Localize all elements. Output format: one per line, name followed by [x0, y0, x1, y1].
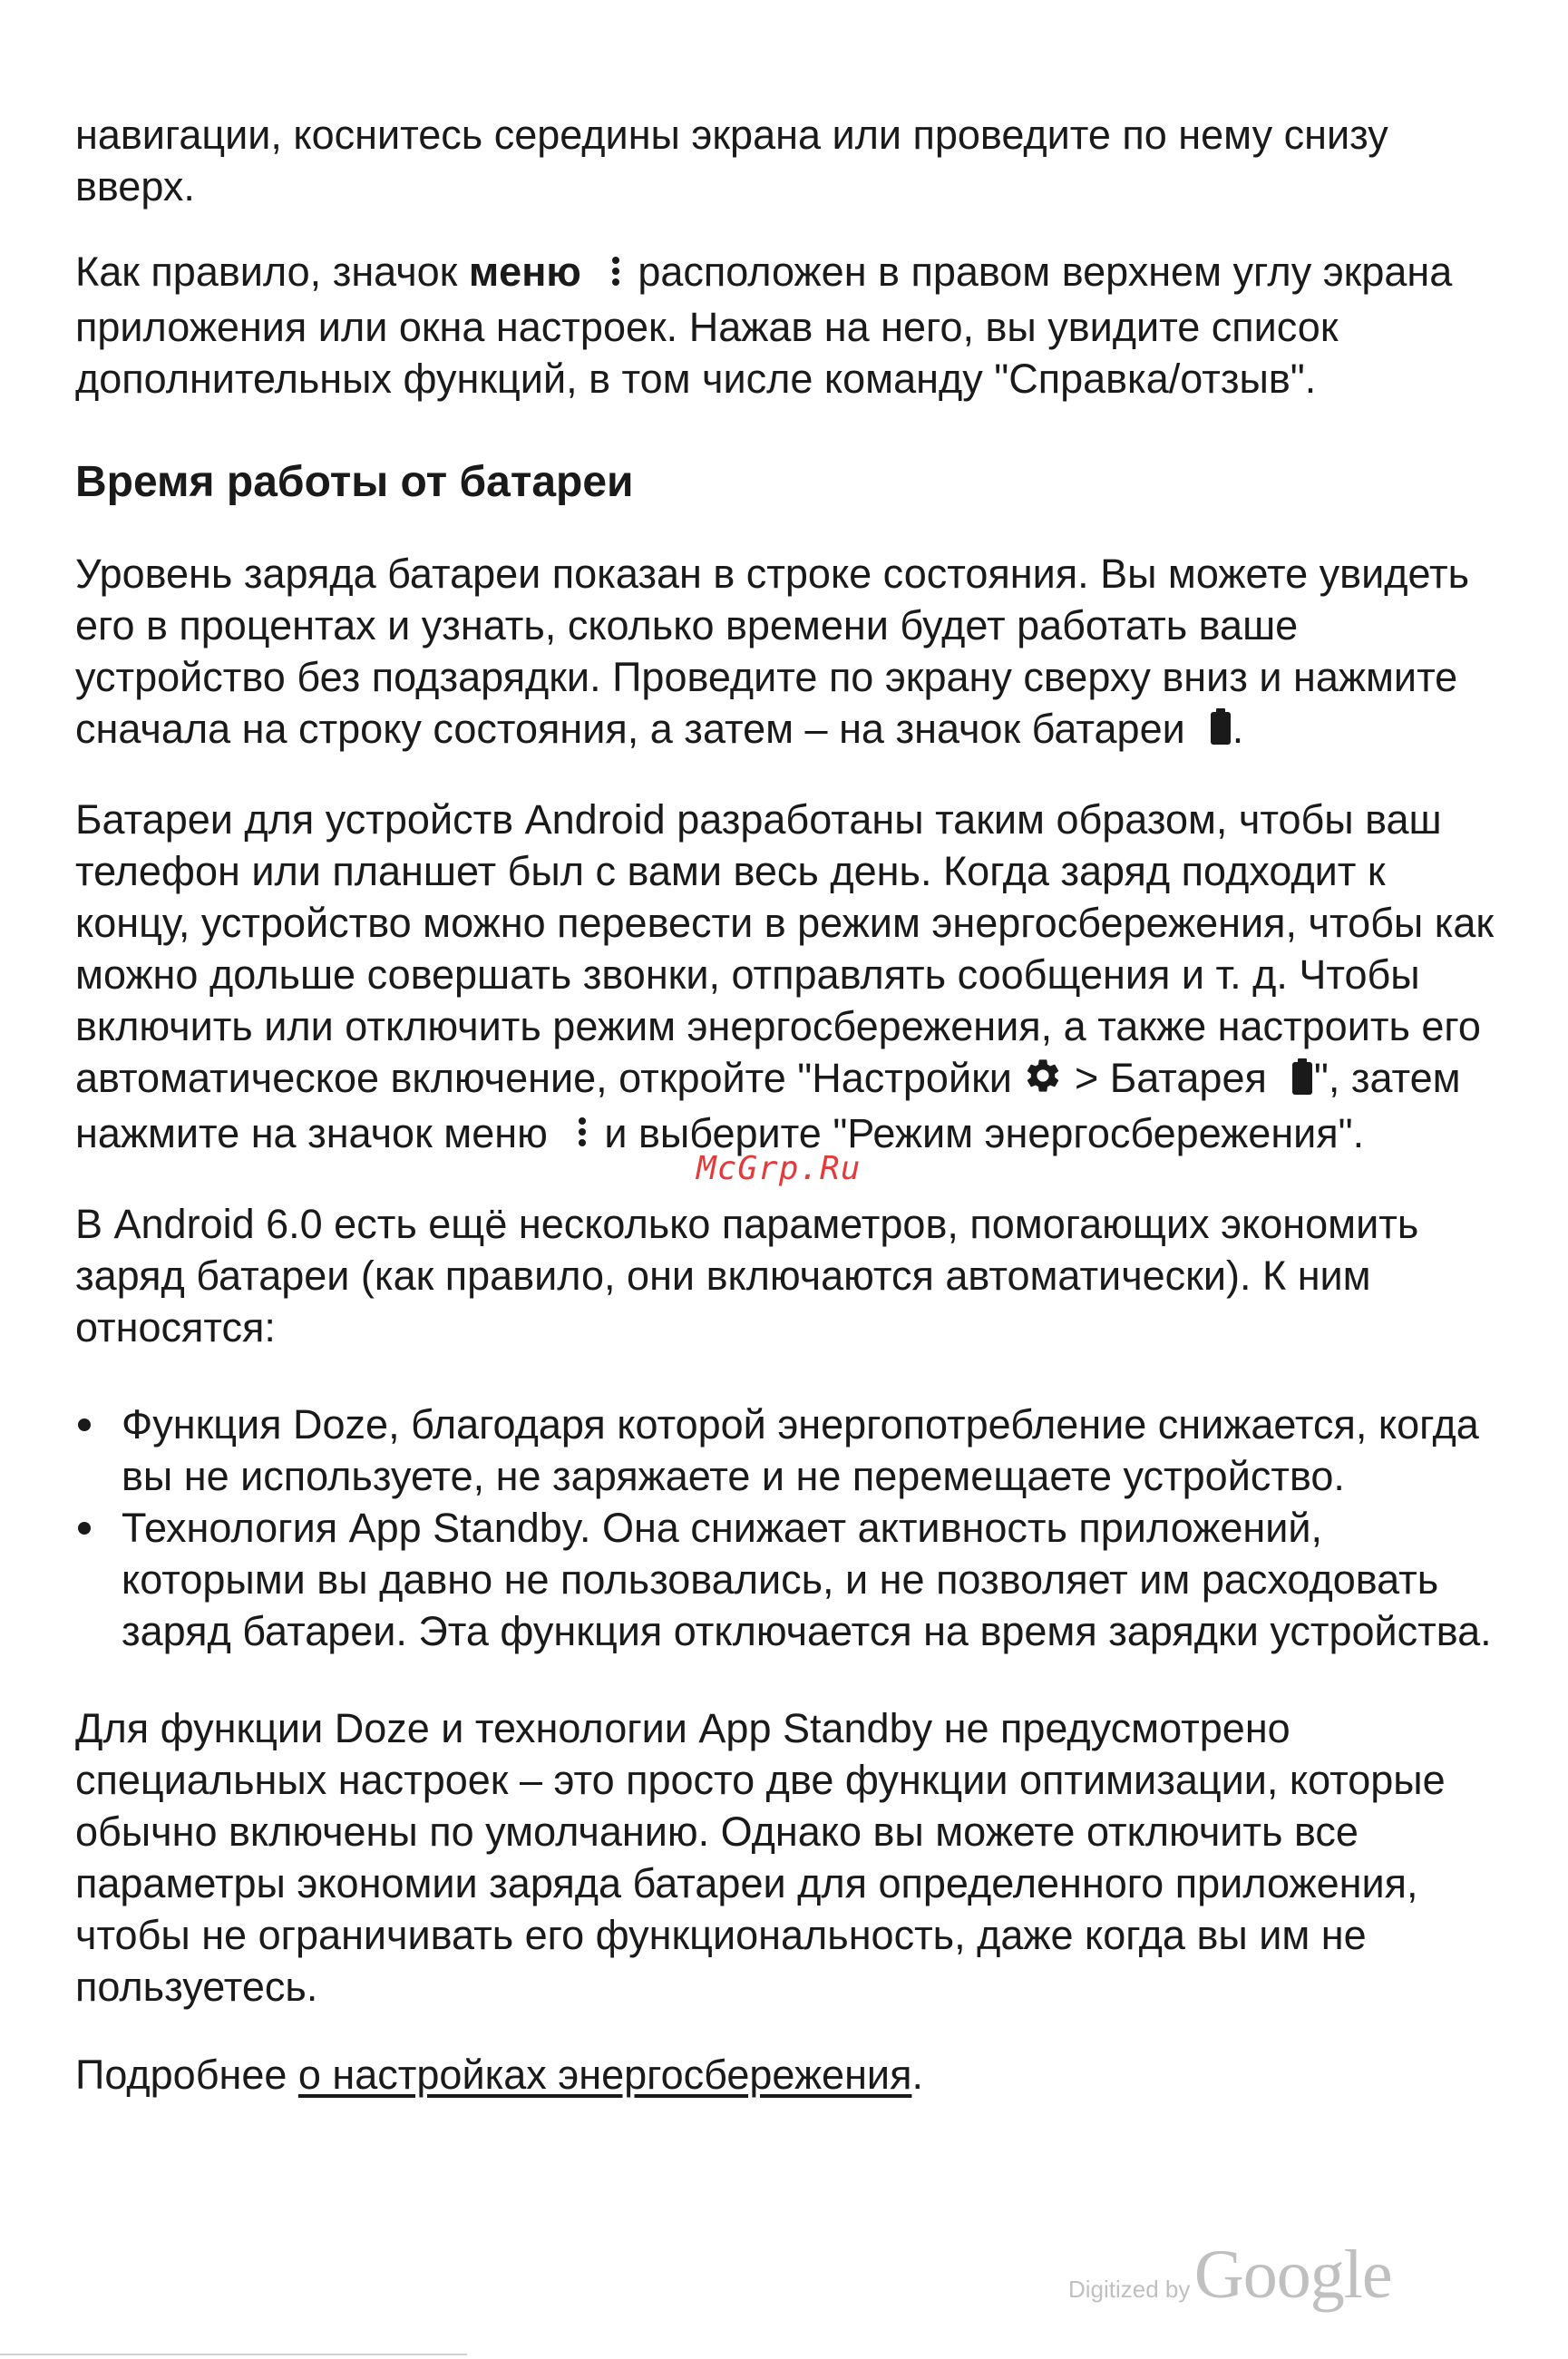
text: и выберите "Режим энергосбережения". [592, 1109, 1365, 1156]
battery-icon [1209, 706, 1232, 757]
watermark: McGrp.Ru [696, 1150, 862, 1187]
text: > Батарея [1063, 1055, 1267, 1102]
page-divider [0, 2354, 467, 2355]
text: Батареи для устройств Android разработаны таким образом, чтобы ваш телефон или планшет был с вами весь день. Когда заряд подходит к концу, устройство можно перевести в режим энергосбережения, чтобы как можно дольше совершать звонки, отправлять сообщения и т. д. Чтобы включить или отключить режим энергосбережения, а также настроить его автоматическое включение, откройте "Настройки [75, 796, 1495, 1102]
digitized-by-google [1068, 2236, 1392, 2315]
list-item [75, 1502, 1508, 1657]
text: . [1232, 705, 1244, 752]
more-vert-icon [571, 1110, 593, 1162]
paragraph-android-6: В Android 6.0 есть ещё несколько параметров, помогающих экономить заряд батареи (как правило, они включаются автоматически). К ним относятся: [75, 1201, 1419, 1351]
bullet-icon [78, 1522, 91, 1535]
list-item-text: Функция Doze, благодаря которой энергопотребление снижается, когда вы не используете, не заряжаете и не перемещаете устройство. [122, 1401, 1479, 1500]
list-item [75, 1399, 1508, 1502]
paragraph-battery-level [75, 548, 1508, 758]
paragraph-doze-standby: Для функции Doze и технологии App Standby не предусмотрено специальных настроек – это просто две функции оптимизации, которые обычно включены по умолчанию. Однако вы можете отключить все параметры экономии заряда батареи для определенного приложения, чтобы не ограничивать его функциональность, даже когда вы им не пользуетесь. [75, 1705, 1446, 2011]
more-vert-icon [605, 249, 627, 301]
paragraph-more-info [75, 2049, 1508, 2101]
menu-bold-label: меню [468, 249, 581, 295]
text: Подробнее [75, 2052, 298, 2099]
feature-list [75, 1399, 1508, 1657]
paragraph-power-saving [75, 794, 1508, 1162]
bullet-icon [78, 1418, 91, 1431]
text: расположен в правом верхнем углу экрана приложения или окна настроек. Нажав на него, вы увидите список дополнительных функций, в том числе команду "Справка/отзыв". [75, 249, 1453, 402]
digitized-prefix: Digitized by [1068, 2276, 1191, 2303]
paragraph-navigation: навигации, коснитесь середины экрана или проведите по нему снизу вверх. [75, 112, 1388, 210]
document-page [75, 109, 1508, 2101]
text: ", затем нажмите на значок меню [75, 1055, 1461, 1156]
power-saving-settings-link[interactable]: о настройках энергосбережения [297, 2052, 912, 2099]
google-logo: Google [1193, 2237, 1392, 2313]
text: Как правило, значок [75, 249, 469, 295]
list-item-text: Технология App Standby. Она снижает активность приложений, которыми вы давно не пользовались, и не позволяет им расходовать заряд батареи. Эта функция отключается на время зарядки устройства. [122, 1505, 1492, 1655]
paragraph-menu [75, 246, 1508, 405]
section-heading: Время работы от батареи [75, 457, 634, 506]
text: Уровень заряда батареи показан в строке состояния. Вы можете увидеть его в процентах и узнать, сколько времени будет работать ваше устройство без подзарядки. Проведите по экрану сверху вниз и нажмите сначала на строку состояния, а затем – на значок батареи [75, 550, 1470, 752]
gear-icon [1023, 1056, 1063, 1107]
text: . [911, 2052, 923, 2099]
battery-icon [1290, 1056, 1314, 1107]
